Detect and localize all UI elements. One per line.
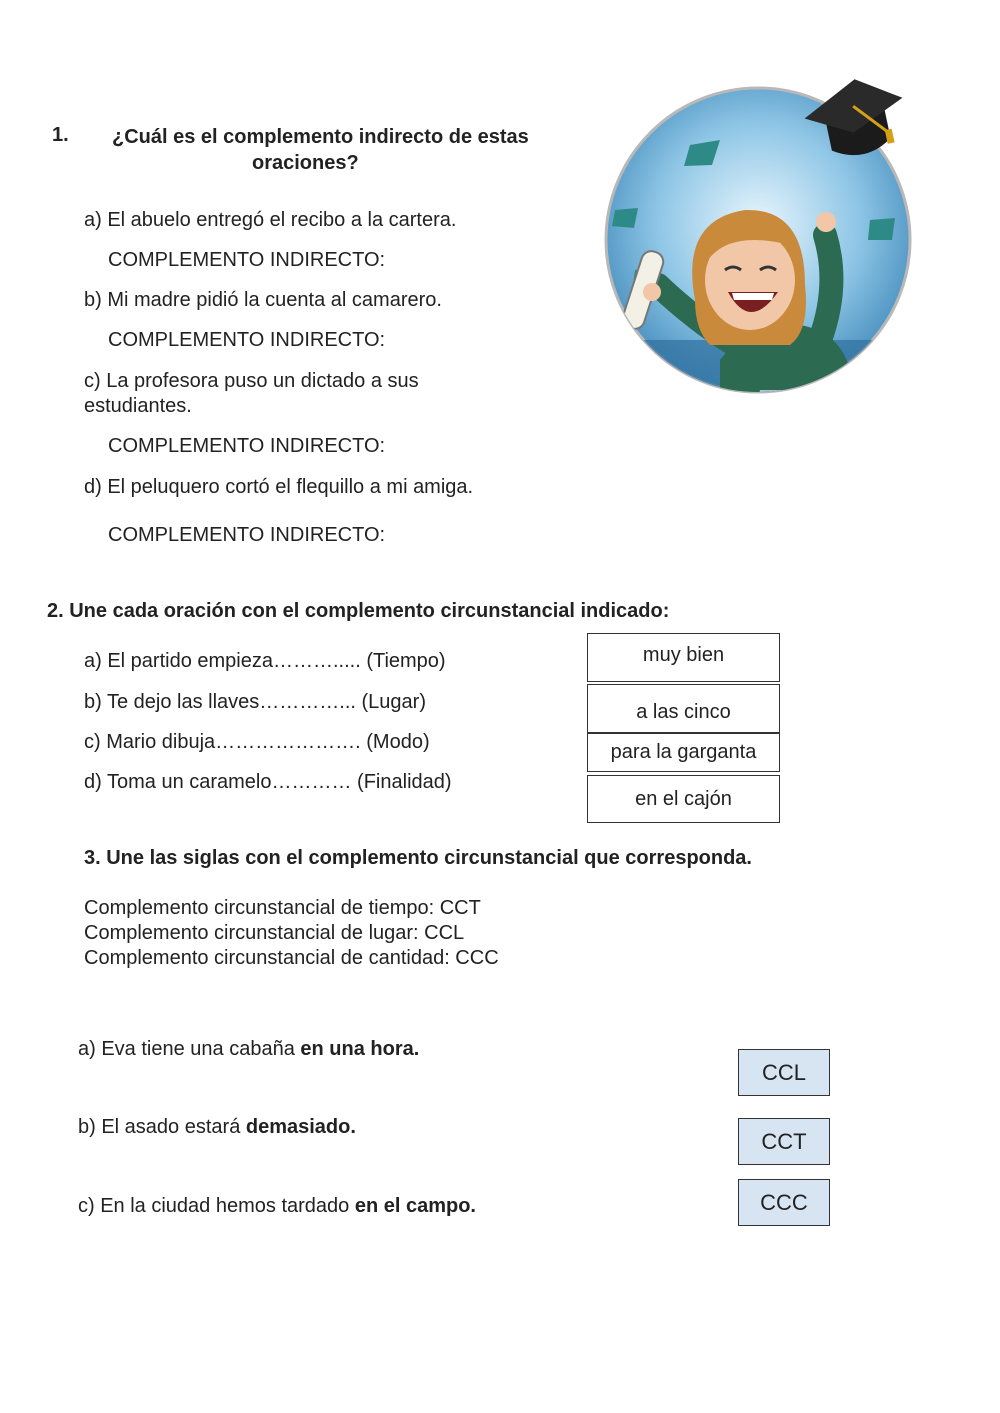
s3-item-c [78, 1194, 476, 1219]
acronym-box-ccl[interactable]: CCL [738, 1049, 830, 1096]
s3-item-b-plain: b) El asado estará [78, 1116, 246, 1138]
graduation-avatar-icon [600, 70, 920, 400]
s3-legend-2: Complemento circunstancial de lugar: CCL [84, 922, 465, 944]
s1-label-c: COMPLEMENTO INDIRECTO: [108, 435, 386, 457]
option-box-1[interactable]: muy bien [587, 633, 780, 682]
section1-title-line2: oraciones? [252, 152, 359, 174]
s3-item-c-plain: c) En la ciudad hemos tardado [78, 1195, 355, 1217]
option-box-2[interactable]: a las cinco [587, 684, 780, 733]
s1-sentence-d: d) El peluquero cortó el flequillo a mi amiga. [84, 476, 474, 498]
s3-item-a-bold: en una hora. [300, 1038, 420, 1060]
s1-sentence-b: b) Mi madre pidió la cuenta al camarero. [84, 289, 442, 311]
s1-sentence-c2: estudiantes. [84, 395, 192, 417]
acronym-box-cct[interactable]: CCT [738, 1118, 830, 1165]
s1-label-b: COMPLEMENTO INDIRECTO: [108, 329, 386, 351]
s3-item-c-bold: en el campo. [354, 1195, 476, 1217]
s2-sentence-c: c) Mario dibuja…………………. (Modo) [84, 731, 430, 753]
s3-item-b-bold: demasiado. [245, 1116, 356, 1138]
s2-sentence-d: d) Toma un caramelo………… (Finalidad) [84, 771, 452, 793]
s1-label-a: COMPLEMENTO INDIRECTO: [108, 249, 386, 271]
s1-sentence-a: a) El abuelo entregó el recibo a la cartera. [84, 209, 457, 231]
s2-sentence-b: b) Te dejo las llaves…………... (Lugar) [84, 691, 426, 713]
s3-item-a-plain: a) Eva tiene una cabaña [78, 1038, 301, 1060]
section1-number: 1. [52, 124, 69, 146]
section2-title: 2. Une cada oración con el complemento circunstancial indicado: [47, 600, 670, 622]
s3-legend-1: Complemento circunstancial de tiempo: CCT [84, 897, 481, 919]
acronym-box-ccc[interactable]: CCC [738, 1179, 830, 1226]
s3-item-b [78, 1115, 356, 1140]
s2-sentence-a: a) El partido empieza………..... (Tiempo) [84, 650, 446, 672]
section1-title [112, 124, 572, 176]
s3-legend-3: Complemento circunstancial de cantidad: CCC [84, 947, 499, 969]
section1-title-line1: ¿Cuál es el complemento indirecto de estas [112, 126, 529, 148]
option-box-4[interactable]: en el cajón [587, 775, 780, 823]
option-box-3[interactable]: para la garganta [587, 733, 780, 772]
s3-item-a [78, 1037, 419, 1062]
s1-label-d: COMPLEMENTO INDIRECTO: [108, 524, 386, 546]
section3-title: 3. Une las siglas con el complemento circunstancial que corresponda. [84, 847, 752, 869]
s1-sentence-c1: c) La profesora puso un dictado a sus [84, 370, 419, 392]
